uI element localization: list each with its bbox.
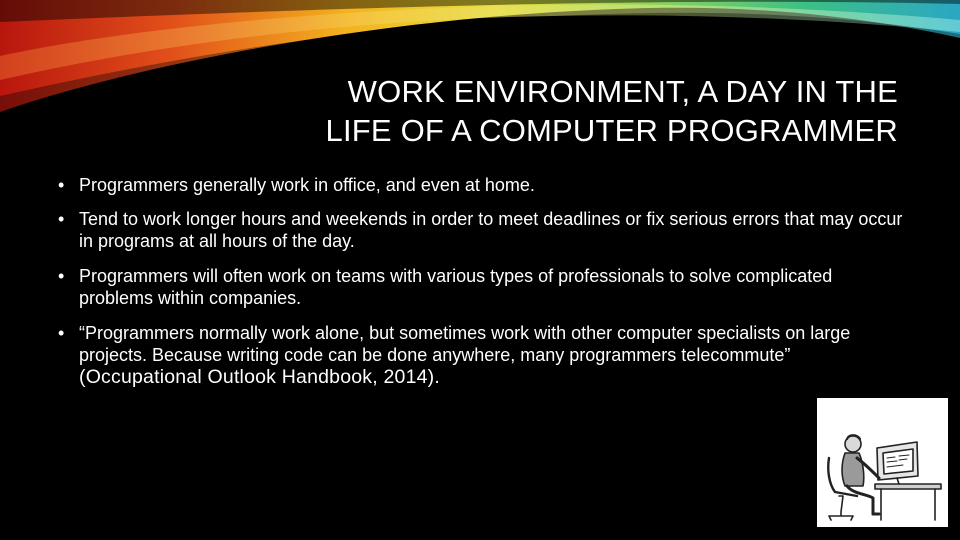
bullet-item [56,174,906,196]
bullet-text: Tend to work longer hours and weekends in order to meet deadlines or fix serious errors that may occur in programs at all hours of the day. [79,209,903,251]
title-line-1: WORK ENVIRONMENT, A DAY IN THE [347,74,898,109]
bullet-item [56,208,906,252]
bullet-dot: • [58,175,65,195]
bullet-dot: • [58,266,65,286]
slide-title [160,72,898,150]
title-line-2: LIFE OF A COMPUTER PROGRAMMER [325,113,898,148]
programmer-clipart-image [817,398,948,527]
bullet-item [56,322,906,388]
bullet-dot: • [58,209,65,229]
bullet-text: “Programmers normally work alone, but sometimes work with other computer specialists on large projects. Because writing code can be done anywhere, many programmers telecommute” [79,323,851,365]
bullet-text: Programmers will often work on teams with various types of professionals to solve complicated problems within companies. [79,266,833,308]
bullet-text: Programmers generally work in office, and even at home. [79,175,535,195]
programmer-at-computer-icon [817,398,948,527]
bullet-dot: • [58,323,65,343]
bullet-citation: (Occupational Outlook Handbook, 2014). [79,366,440,388]
bullet-list [56,174,906,401]
bullet-item [56,265,906,309]
